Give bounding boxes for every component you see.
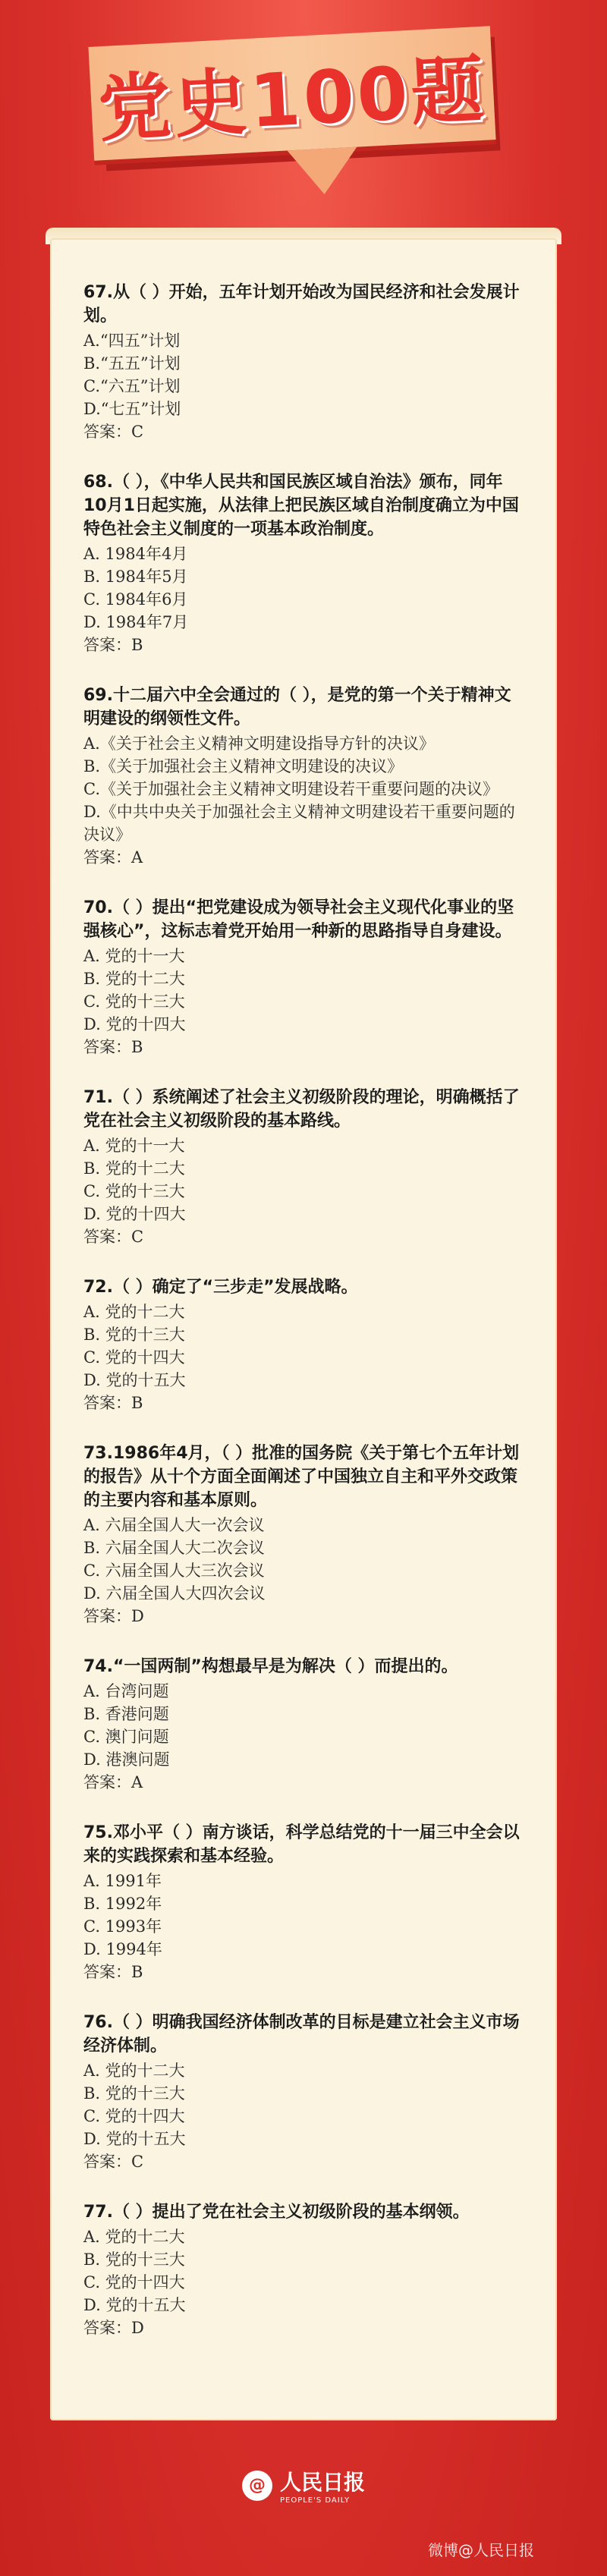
option-d: D.《中共中央关于加强社会主义精神文明建设若干重要问题的决议》 (83, 803, 515, 844)
answer-text: 答案：D (83, 2319, 144, 2337)
option-b: B. 党的十二大 (83, 1159, 185, 1178)
option-c: C. 党的十三大 (83, 1182, 185, 1200)
option-d: D. 1984年7月 (83, 613, 189, 631)
question-item (83, 2011, 524, 2173)
option-c: C. 1993年 (83, 1917, 162, 1936)
option-c: C. 党的十四大 (83, 2107, 185, 2125)
option-a: A.《关于社会主义精神文明建设指导方针的决议》 (83, 734, 435, 753)
question-card (50, 238, 557, 2420)
answer-text: 答案：C (83, 1228, 144, 1246)
answer-text: 答案：D (83, 1607, 144, 1625)
question-item (83, 896, 524, 1058)
logo-text: 人民日报 (279, 2470, 365, 2495)
peoples-daily-logo (242, 2466, 365, 2505)
answer-text: 答案：A (83, 848, 143, 867)
question-text: 74.“一国两制”构想最早是为解决（ ）而提出的。 (83, 1657, 458, 1676)
option-a: A. 1991年 (83, 1872, 162, 1890)
option-b: B. 1984年5月 (83, 568, 188, 586)
question-text: 75.邓小平（ ）南方谈话，科学总结党的十一届三中全会以来的实践探索和基本经验。 (83, 1823, 520, 1866)
option-c: C. 党的十四大 (83, 2273, 185, 2291)
at-sign-icon: @ (242, 2471, 272, 2501)
option-d: D. 党的十四大 (83, 1205, 186, 1223)
banner-tail (287, 147, 359, 197)
option-b: B. 党的十二大 (83, 970, 185, 988)
question-item (83, 281, 524, 443)
logo-text-group (280, 2466, 365, 2505)
question-text: 77.（ ）提出了党在社会主义初级阶段的基本纲领。 (83, 2203, 470, 2222)
option-c: C. 六届全国人大三次会议 (83, 1562, 265, 1580)
option-a: A. 党的十二大 (83, 2062, 185, 2080)
question-item (83, 1655, 524, 1794)
option-b: B. 党的十三大 (83, 2084, 185, 2103)
question-item (83, 1821, 524, 1983)
page-title: 党史100题 (96, 46, 489, 152)
answer-text: 答案：C (83, 2153, 144, 2171)
option-d: D. 1994年 (83, 1940, 162, 1958)
question-item (83, 470, 524, 656)
question-text: 68.（ ），《中华人民共和国民族区域自治法》颁布，同年10月1日起实施，从法律上把民族区域自治制度确立为中国特色社会主义制度的一项基本政治制度。 (83, 473, 519, 539)
option-a: A. 党的十二大 (83, 1303, 185, 1321)
option-b: B. 1992年 (83, 1895, 162, 1913)
option-d: D. 党的十四大 (83, 1015, 186, 1033)
question-text: 70.（ ）提出“把党建设成为领导社会主义现代化事业的坚强核心”，这标志着党开始用一种新的思路指导自身建设。 (83, 898, 514, 941)
option-c: C. 1984年6月 (83, 590, 188, 609)
question-text: 73.1986年4月，（ ）批准的国务院《关于第七个五年计划的报告》从十个方面全面阐述了中国独立自主和平外交政策的主要内容和基本原则。 (83, 1444, 520, 1510)
weibo-watermark: 微博@人民日报 (428, 2541, 534, 2559)
option-a: A. 六届全国人大一次会议 (83, 1516, 265, 1534)
option-b: B.“五五”计划 (83, 354, 181, 373)
option-d: D. 党的十五大 (83, 2296, 186, 2314)
banner-ribbon (88, 26, 495, 161)
option-c: C. 党的十三大 (83, 992, 185, 1011)
option-b: B. 党的十三大 (83, 1326, 185, 1344)
question-text: 67.从（ ）开始，五年计划开始改为国民经济和社会发展计划。 (83, 283, 520, 326)
question-item (83, 1442, 524, 1628)
footer-logo (0, 2466, 607, 2505)
option-c: C. 澳门问题 (83, 1728, 169, 1746)
option-b: B.《关于加强社会主义精神文明建设的决议》 (83, 757, 404, 775)
option-a: A. 1984年4月 (83, 545, 188, 563)
option-b: B. 香港问题 (83, 1705, 169, 1723)
logo-subtext: PEOPLE'S DAILY (279, 2496, 351, 2505)
answer-text: 答案：B (83, 1963, 143, 1981)
question-item (83, 1086, 524, 1248)
option-d: D.“七五”计划 (83, 400, 181, 418)
option-d: D. 党的十五大 (83, 1371, 186, 1389)
question-item (83, 1275, 524, 1414)
answer-text: 答案：A (83, 1773, 143, 1791)
header-banner (0, 0, 607, 228)
option-c: C. 党的十四大 (83, 1348, 185, 1367)
option-a: A. 党的十一大 (83, 947, 185, 965)
answer-text: 答案：C (83, 423, 144, 441)
answer-text: 答案：B (83, 1394, 143, 1412)
question-item (83, 684, 524, 869)
option-a: A. 党的十一大 (83, 1137, 185, 1155)
option-c: C.“六五”计划 (83, 377, 181, 395)
question-text: 71.（ ）系统阐述了社会主义初级阶段的理论，明确概括了党在社会主义初级阶段的基本路线。 (83, 1088, 520, 1131)
question-text: 76.（ ）明确我国经济体制改革的目标是建立社会主义市场经济体制。 (83, 2013, 520, 2055)
option-a: A. 党的十二大 (83, 2228, 185, 2246)
answer-text: 答案：B (83, 1038, 143, 1056)
answer-text: 答案：B (83, 636, 143, 654)
option-d: D. 六届全国人大四次会议 (83, 1584, 266, 1603)
question-list (50, 238, 557, 2339)
option-d: D. 港澳问题 (83, 1750, 170, 1769)
question-text: 69.十二届六中全会通过的（ ），是党的第一个关于精神文明建设的纲领性文件。 (83, 686, 511, 728)
option-a: A.“四五”计划 (83, 332, 181, 350)
option-b: B. 党的十三大 (83, 2250, 185, 2269)
option-c: C.《关于加强社会主义精神文明建设若干重要问题的决议》 (83, 780, 498, 798)
option-b: B. 六届全国人大二次会议 (83, 1539, 265, 1557)
question-text: 72.（ ）确定了“三步走”发展战略。 (83, 1278, 358, 1297)
option-d: D. 党的十五大 (83, 2130, 186, 2148)
question-item (83, 2200, 524, 2339)
option-a: A. 台湾问题 (83, 1682, 169, 1700)
